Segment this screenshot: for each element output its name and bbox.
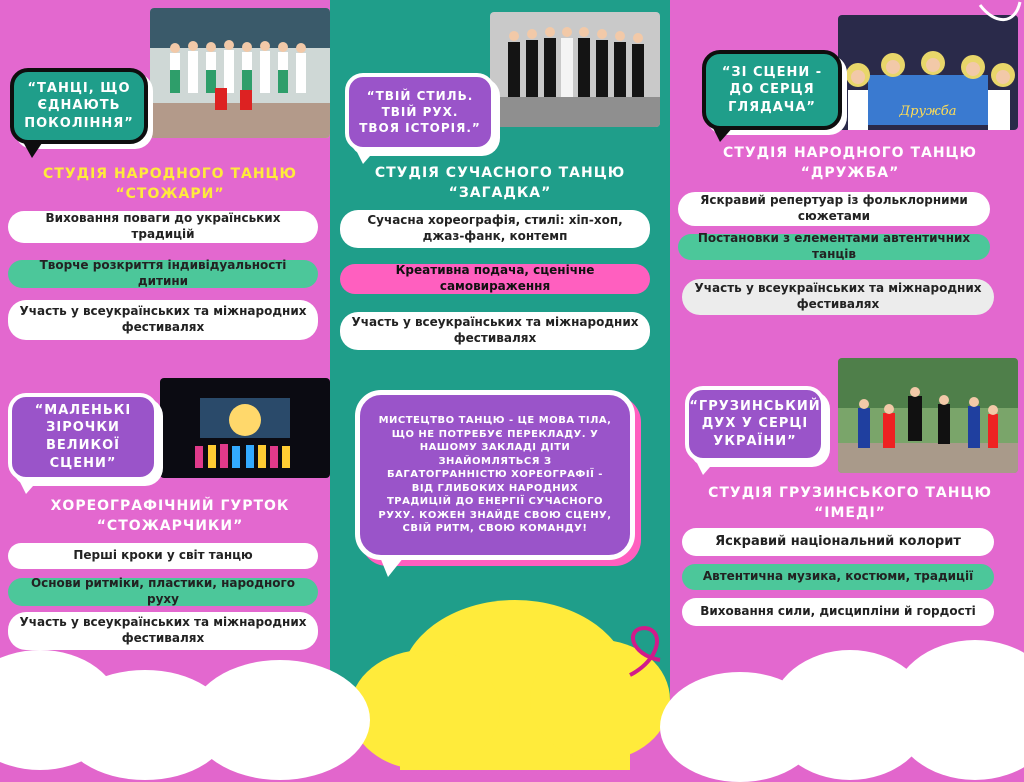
- feature-text: Творче розкриття індивідуальності дитини: [39, 258, 287, 288]
- manifesto-text: МИСТЕЦТВО ТАНЦЮ - ЦЕ МОВА ТІЛА, ЩО НЕ ПОТРЕБУЄ ПЕРЕКЛАДУ. У НАШОМУ ЗАКЛАДІ ДІТИ ЗНАЙОМЛЯТЬСЯ З БАГАТОГРАННІСТЮ ХОРЕОГРАФІЇ - ВІД ГЛИБОКИХ НАРОДНИХ ТРАДИЦІЙ ДО ЕНЕРГІЇ СУЧАСНОГО РУХУ. КОЖЕН ЗНАЙДЕ СВОЮ СЦЕНУ, СВІЙ РИТМ, СВОЮ КОМАНДУ!: [378, 415, 612, 535]
- feature-pill: [8, 543, 318, 569]
- feature-pill: [340, 264, 650, 294]
- quote-text: “ТАНЦІ, ЩО ЄДНАЮТЬ ПОКОЛІННЯ”: [24, 80, 134, 131]
- studio-type: СТУДІЯ НАРОДНОГО ТАНЦЮ: [43, 166, 297, 182]
- yellow-blob: [350, 650, 500, 770]
- studio-stozharchyky-title: [20, 497, 320, 536]
- feature-pill: [340, 312, 650, 350]
- right-panel: [670, 0, 1024, 724]
- studio-type: СТУДІЯ ГРУЗИНСЬКОГО ТАНЦЮ: [708, 485, 992, 501]
- studio-name: “ІМЕДІ”: [814, 504, 886, 521]
- quote-bubble-druzhba: [702, 50, 842, 130]
- photo-caption: Дружба: [899, 104, 957, 119]
- feature-pill: [682, 528, 994, 556]
- studio-stozhary-title: [20, 165, 320, 204]
- studio-type: ХОРЕОГРАФІЧНИЙ ГУРТОК: [50, 498, 290, 514]
- feature-pill: [8, 260, 318, 288]
- quote-bubble-stozharchyky: [8, 393, 158, 481]
- bubble-tail: [695, 459, 717, 475]
- feature-text: Виховання поваги до українських традицій: [45, 211, 281, 241]
- studio-name: “ДРУЖБА”: [800, 164, 900, 181]
- bubble-tail: [380, 557, 404, 577]
- feature-text: Участь у всеукраїнських та міжнародних фестивалях: [694, 281, 982, 311]
- quote-bubble-imedi: [685, 386, 825, 462]
- feature-pill: [8, 578, 318, 606]
- studio-imedi-title: [700, 484, 1000, 523]
- studio-druzhba-title: [700, 144, 1000, 183]
- feature-text: Виховання сили, дисципліни й гордості: [700, 604, 976, 619]
- imedi-dance-photo: [838, 358, 1018, 473]
- stozharchyky-stage-photo: [160, 378, 330, 478]
- feature-text: Яскравий національний колорит: [715, 533, 961, 549]
- studio-name: “ЗАГАДКА”: [448, 184, 552, 201]
- studio-name: “СТОЖАРИ”: [115, 185, 225, 202]
- left-panel: [0, 0, 330, 724]
- bubble-tail: [18, 478, 40, 494]
- middle-panel: [330, 0, 670, 724]
- feature-pill: [682, 564, 994, 590]
- feature-text: Автентична музика, костюми, традиції: [702, 569, 974, 584]
- quote-bubble-zagadka: [345, 73, 495, 151]
- feature-text: Участь у всеукраїнських та міжнародних фестивалях: [19, 615, 307, 645]
- feature-pill: [682, 598, 994, 626]
- feature-pill: [678, 231, 990, 261]
- feature-text: Сучасна хореографія, стилі: хіп-хоп, джаз-фанк, контемп: [367, 213, 623, 243]
- feature-text: Основи ритміки, пластики, народного руху: [30, 576, 296, 606]
- manifesto-bubble: [355, 390, 635, 560]
- feature-text: Яскравий репертуар із фольклорними сюжетами: [700, 193, 968, 223]
- bubble-tail: [712, 126, 734, 142]
- quote-text: “ГРУЗИНСЬКИЙ ДУХ У СЕРЦІ УКРАЇНИ”: [689, 398, 821, 449]
- feature-text: Перші кроки у світ танцю: [73, 548, 253, 563]
- bubble-tail: [355, 148, 377, 164]
- quote-text: “ТВІЙ СТИЛЬ. ТВІЙ РУХ. ТВОЯ ІСТОРІЯ.”: [359, 88, 481, 136]
- ribbon-loop-decoration: [620, 620, 670, 680]
- feature-pill: [682, 279, 994, 315]
- feature-pill: [678, 192, 990, 226]
- zagadka-group-photo: [490, 12, 660, 127]
- druzhba-group-photo: [838, 15, 1018, 130]
- feature-pill: [8, 612, 318, 650]
- feature-pill: [8, 211, 318, 243]
- feature-text: Креативна подача, сценічне самовираження: [395, 263, 595, 293]
- bubble-tail: [22, 140, 44, 158]
- studio-type: СТУДІЯ НАРОДНОГО ТАНЦЮ: [723, 145, 977, 161]
- studio-type: СТУДІЯ СУЧАСНОГО ТАНЦЮ: [374, 165, 626, 181]
- feature-pill: [340, 210, 650, 248]
- feature-text: Участь у всеукраїнських та міжнародних фестивалях: [19, 304, 307, 334]
- quote-bubble-stozhary: [10, 68, 148, 144]
- studio-name: “СТОЖАРЧИКИ”: [96, 517, 244, 534]
- ribbon-loop-decoration: [975, 0, 1024, 30]
- stozhary-group-photo: [150, 8, 330, 138]
- feature-text: Участь у всеукраїнських та міжнародних фестивалях: [351, 315, 639, 345]
- studio-zagadka-title: [350, 164, 650, 203]
- feature-text: Постановки з елементами автентичних танців: [697, 231, 971, 261]
- quote-text: “МАЛЕНЬКІ ЗІРОЧКИ ВЕЛИКОЇ СЦЕНИ”: [34, 402, 132, 471]
- feature-pill: [8, 300, 318, 340]
- quote-text: “ЗІ СЦЕНИ - ДО СЕРЦЯ ГЛЯДАЧА”: [721, 64, 823, 115]
